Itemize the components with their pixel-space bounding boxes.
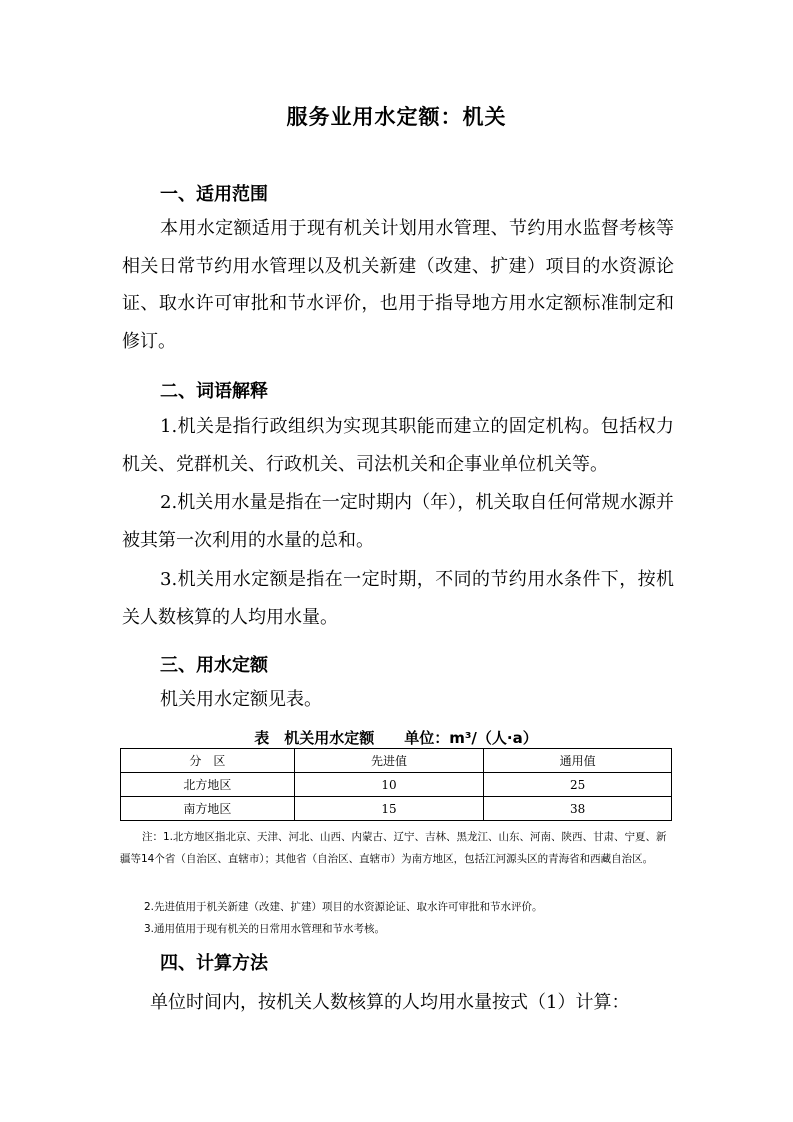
- table-row: [121, 797, 672, 821]
- section-heading-scope: 一、适用范围: [160, 184, 268, 205]
- table-note-1: 注：1.北方地区指北京、天津、河北、山西、内蒙古、辽宁、吉林、黑龙江、山东、河南、陕西、甘肃、宁夏、新疆等14个省（自治区、直辖市）；其他省（自治区、直辖市）为南方地区，包括江河源头区的青海省和西藏自治区。: [120, 831, 667, 865]
- table-cell-general: 25: [484, 773, 672, 797]
- quota-table: [120, 748, 672, 821]
- table-header-cell: 先进值: [294, 749, 484, 773]
- table-header-cell: 通用值: [484, 749, 672, 773]
- table-note-3: 3.通用值用于现有机关的日常用水管理和节水考核。: [144, 923, 386, 935]
- table-row: [121, 773, 672, 797]
- table-cell-advanced: 10: [294, 773, 484, 797]
- table-cell-advanced: 15: [294, 797, 484, 821]
- definition-item-3: 3.机关用水定额是指在一定时期，不同的节约用水条件下，按机关人数核算的人均用水量。: [122, 569, 674, 628]
- section-heading-quota: 三、用水定额: [160, 655, 268, 676]
- table-cell-region: 南方地区: [121, 797, 295, 821]
- definition-item-2: 2.机关用水量是指在一定时期内（年），机关取自任何常规水源并被其第一次利用的水量的总和。: [122, 492, 674, 551]
- quota-intro: 机关用水定额见表。: [160, 689, 322, 710]
- definition-item-1: 1.机关是指行政组织为实现其职能而建立的固定机构。包括权力机关、党群机关、行政机关、司法机关和企事业单位机关等。: [122, 416, 674, 475]
- table-caption: 表 机关用水定额 单位：m³/（人·a）: [254, 729, 538, 747]
- document-title: 服务业用水定额：机关: [286, 105, 507, 129]
- section-heading-definitions: 二、词语解释: [160, 381, 268, 402]
- table-header-row: [121, 749, 672, 773]
- section-heading-method: 四、计算方法: [160, 953, 268, 974]
- table-cell-general: 38: [484, 797, 672, 821]
- method-intro: 单位时间内，按机关人数核算的人均用水量按式（1）计算：: [150, 992, 630, 1013]
- table-note-2: 2.先进值用于机关新建（改建、扩建）项目的水资源论证、取水许可审批和节水评价。: [144, 901, 543, 913]
- table-header-cell: 分 区: [121, 749, 295, 773]
- table-cell-region: 北方地区: [121, 773, 295, 797]
- scope-paragraph: 本用水定额适用于现有机关计划用水管理、节约用水监督考核等相关日常节约用水管理以及机关新建（改建、扩建）项目的水资源论证、取水许可审批和节水评价，也用于指导地方用水定额标准制定和修订。: [122, 218, 674, 353]
